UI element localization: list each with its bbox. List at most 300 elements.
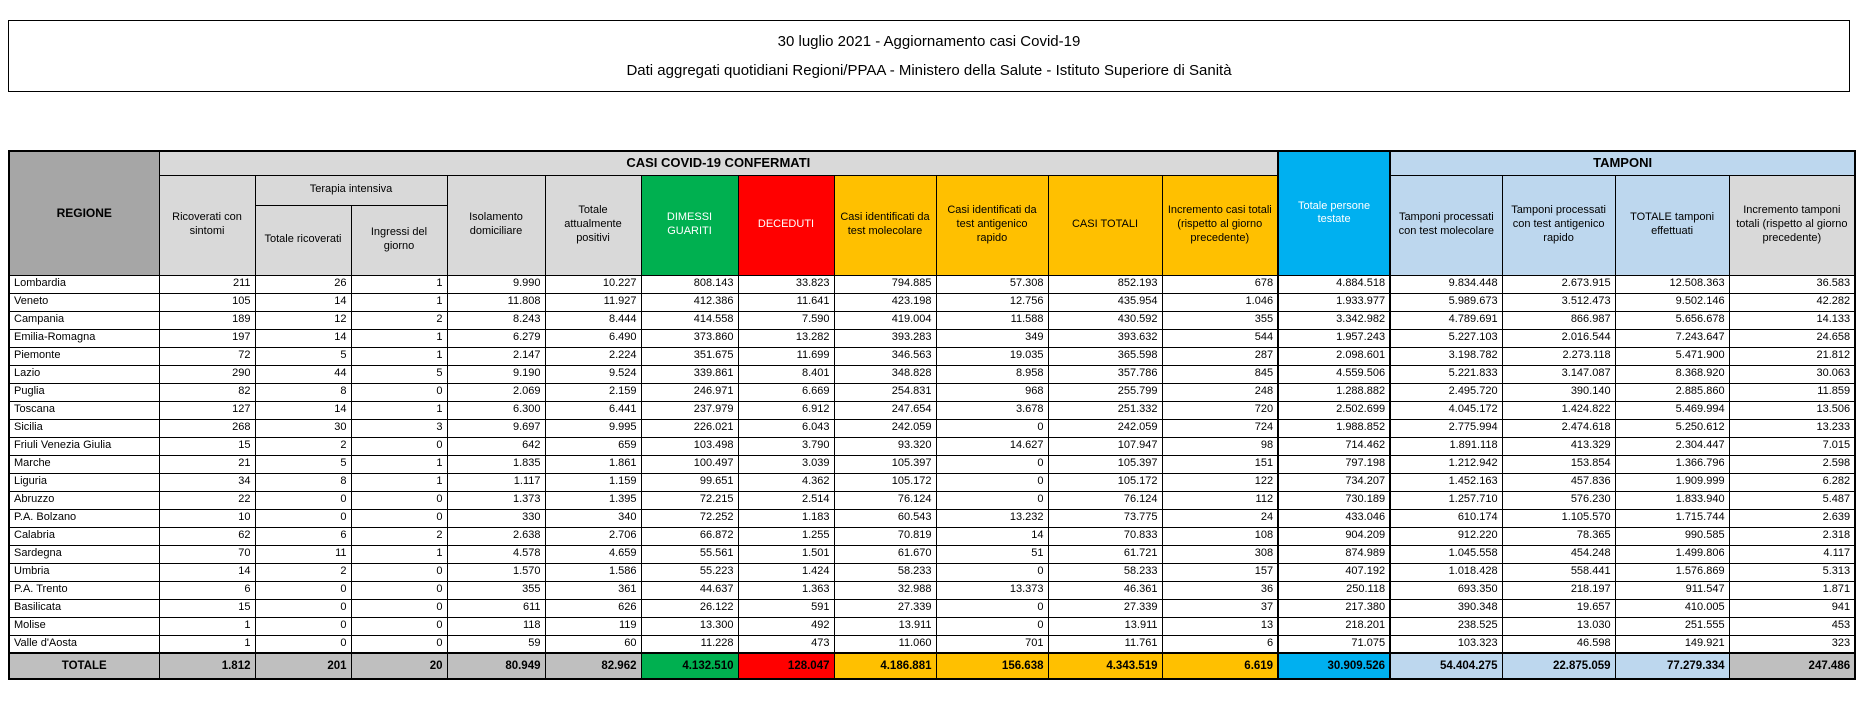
cell-casi-test-molecolare: 70.819 (834, 527, 936, 545)
cell-casi-test-antigenico: 0 (936, 419, 1048, 437)
cell-totale-tamponi-effettuati: 1.909.999 (1615, 473, 1729, 491)
cell-totale-persone-testate: 714.462 (1278, 437, 1390, 455)
cell-dimessi-guariti: 339.861 (641, 365, 738, 383)
cell-tamponi-test-antigenico: 46.598 (1502, 635, 1615, 653)
cell-ingressi-del-giorno: 0 (351, 437, 447, 455)
cell-ricoverati-con-sintomi: 15 (159, 437, 255, 455)
region-name: P.A. Bolzano (9, 509, 159, 527)
cell-totale-tamponi-effettuati: 1.833.940 (1615, 491, 1729, 509)
cell-totale-persone-testate: 250.118 (1278, 581, 1390, 599)
cell-ricoverati-con-sintomi: 21 (159, 455, 255, 473)
cell-casi-test-antigenico: 349 (936, 329, 1048, 347)
cell-deceduti: 3.790 (738, 437, 834, 455)
cell-incremento-casi-totali: 151 (1162, 455, 1278, 473)
cell-ricoverati-con-sintomi: 70 (159, 545, 255, 563)
cell-ingressi-del-giorno: 0 (351, 581, 447, 599)
cell-casi-totali: 73.775 (1048, 509, 1162, 527)
cell-casi-totali: 251.332 (1048, 401, 1162, 419)
cell-deceduti: 1.501 (738, 545, 834, 563)
cell-deceduti: 13.282 (738, 329, 834, 347)
column-header-casi-test-antigenico: Casi identificati da test antigenico rapido (936, 175, 1048, 275)
cell-incremento-casi-totali: 1.046 (1162, 293, 1278, 311)
cell-deceduti: 8.401 (738, 365, 834, 383)
cell-totale-persone-testate: 433.046 (1278, 509, 1390, 527)
cell-incremento-tamponi-totali: 5.313 (1729, 563, 1855, 581)
cell-tamponi-test-antigenico: 558.441 (1502, 563, 1615, 581)
cell-casi-totali: 393.632 (1048, 329, 1162, 347)
table-row (9, 365, 1855, 383)
cell-tamponi-test-molecolare: 5.227.103 (1390, 329, 1502, 347)
cell-ingressi-del-giorno: 0 (351, 563, 447, 581)
cell-casi-test-molecolare: 13.911 (834, 617, 936, 635)
cell-totale-ricoverati: 11 (255, 545, 351, 563)
column-header-incremento-casi-totali: Incremento casi totali (rispetto al giorno precedente) (1162, 175, 1278, 275)
total-cell-casi-test-antigenico: 156.638 (936, 653, 1048, 679)
column-header-regione: REGIONE (9, 151, 159, 275)
cell-isolamento-domiciliare: 6.279 (447, 329, 545, 347)
cell-casi-test-antigenico: 57.308 (936, 275, 1048, 293)
cell-tamponi-test-molecolare: 1.212.942 (1390, 455, 1502, 473)
cell-totale-persone-testate: 1.933.977 (1278, 293, 1390, 311)
cell-casi-totali: 76.124 (1048, 491, 1162, 509)
cell-isolamento-domiciliare: 1.835 (447, 455, 545, 473)
cell-incremento-casi-totali: 720 (1162, 401, 1278, 419)
covid-data-table-wrapper (8, 150, 1855, 680)
cell-totale-attualmente-positivi: 2.706 (545, 527, 641, 545)
cell-totale-ricoverati: 5 (255, 455, 351, 473)
cell-casi-totali: 13.911 (1048, 617, 1162, 635)
cell-totale-attualmente-positivi: 119 (545, 617, 641, 635)
cell-ingressi-del-giorno: 0 (351, 635, 447, 653)
cell-casi-totali: 357.786 (1048, 365, 1162, 383)
region-name: P.A. Trento (9, 581, 159, 599)
table-row (9, 509, 1855, 527)
cell-totale-tamponi-effettuati: 1.715.744 (1615, 509, 1729, 527)
cell-ricoverati-con-sintomi: 127 (159, 401, 255, 419)
cell-tamponi-test-molecolare: 610.174 (1390, 509, 1502, 527)
total-cell-tamponi-test-molecolare: 54.404.275 (1390, 653, 1502, 679)
cell-incremento-tamponi-totali: 2.318 (1729, 527, 1855, 545)
cell-deceduti: 3.039 (738, 455, 834, 473)
table-row (9, 473, 1855, 491)
cell-casi-test-molecolare: 93.320 (834, 437, 936, 455)
column-header-isolamento-domiciliare: Isolamento domiciliare (447, 175, 545, 275)
cell-casi-test-molecolare: 247.654 (834, 401, 936, 419)
table-row (9, 419, 1855, 437)
cell-ingressi-del-giorno: 1 (351, 455, 447, 473)
cell-casi-test-molecolare: 105.397 (834, 455, 936, 473)
cell-tamponi-test-molecolare: 2.775.994 (1390, 419, 1502, 437)
cell-totale-ricoverati: 0 (255, 491, 351, 509)
cell-deceduti: 11.641 (738, 293, 834, 311)
cell-dimessi-guariti: 44.637 (641, 581, 738, 599)
region-name: Lombardia (9, 275, 159, 293)
cell-incremento-tamponi-totali: 323 (1729, 635, 1855, 653)
cell-ingressi-del-giorno: 2 (351, 311, 447, 329)
cell-totale-ricoverati: 0 (255, 617, 351, 635)
cell-ingressi-del-giorno: 0 (351, 599, 447, 617)
cell-ricoverati-con-sintomi: 82 (159, 383, 255, 401)
region-name: Calabria (9, 527, 159, 545)
cell-dimessi-guariti: 26.122 (641, 599, 738, 617)
cell-totale-persone-testate: 730.189 (1278, 491, 1390, 509)
cell-totale-ricoverati: 8 (255, 383, 351, 401)
cell-isolamento-domiciliare: 1.373 (447, 491, 545, 509)
cell-totale-persone-testate: 1.288.882 (1278, 383, 1390, 401)
total-cell-isolamento-domiciliare: 80.949 (447, 653, 545, 679)
cell-totale-persone-testate: 407.192 (1278, 563, 1390, 581)
region-name: Toscana (9, 401, 159, 419)
cell-incremento-casi-totali: 122 (1162, 473, 1278, 491)
region-name: Lazio (9, 365, 159, 383)
column-header-deceduti: DECEDUTI (738, 175, 834, 275)
table-row (9, 455, 1855, 473)
cell-tamponi-test-molecolare: 4.789.691 (1390, 311, 1502, 329)
table-row (9, 383, 1855, 401)
cell-dimessi-guariti: 100.497 (641, 455, 738, 473)
total-cell-ricoverati-con-sintomi: 1.812 (159, 653, 255, 679)
cell-deceduti: 591 (738, 599, 834, 617)
cell-totale-attualmente-positivi: 6.441 (545, 401, 641, 419)
cell-totale-attualmente-positivi: 659 (545, 437, 641, 455)
cell-ricoverati-con-sintomi: 105 (159, 293, 255, 311)
cell-casi-test-antigenico: 51 (936, 545, 1048, 563)
cell-ricoverati-con-sintomi: 1 (159, 635, 255, 653)
cell-deceduti: 4.362 (738, 473, 834, 491)
cell-tamponi-test-molecolare: 9.834.448 (1390, 275, 1502, 293)
cell-casi-totali: 430.592 (1048, 311, 1162, 329)
total-cell-casi-test-molecolare: 4.186.881 (834, 653, 936, 679)
cell-incremento-tamponi-totali: 42.282 (1729, 293, 1855, 311)
cell-incremento-tamponi-totali: 14.133 (1729, 311, 1855, 329)
region-name: Sicilia (9, 419, 159, 437)
cell-isolamento-domiciliare: 118 (447, 617, 545, 635)
cell-ingressi-del-giorno: 1 (351, 275, 447, 293)
cell-totale-tamponi-effettuati: 149.921 (1615, 635, 1729, 653)
total-cell-ingressi-del-giorno: 20 (351, 653, 447, 679)
table-row (9, 617, 1855, 635)
cell-incremento-casi-totali: 845 (1162, 365, 1278, 383)
cell-totale-ricoverati: 2 (255, 563, 351, 581)
cell-ingressi-del-giorno: 2 (351, 527, 447, 545)
cell-totale-ricoverati: 44 (255, 365, 351, 383)
cell-tamponi-test-molecolare: 5.989.673 (1390, 293, 1502, 311)
region-name: Veneto (9, 293, 159, 311)
cell-casi-test-molecolare: 393.283 (834, 329, 936, 347)
cell-ricoverati-con-sintomi: 72 (159, 347, 255, 365)
cell-totale-attualmente-positivi: 10.227 (545, 275, 641, 293)
column-header-terapia-intensiva: Terapia intensiva (255, 175, 447, 205)
cell-tamponi-test-molecolare: 912.220 (1390, 527, 1502, 545)
cell-dimessi-guariti: 414.558 (641, 311, 738, 329)
cell-incremento-tamponi-totali: 2.598 (1729, 455, 1855, 473)
cell-casi-totali: 46.361 (1048, 581, 1162, 599)
region-name: Sardegna (9, 545, 159, 563)
cell-incremento-tamponi-totali: 11.859 (1729, 383, 1855, 401)
cell-deceduti: 1.424 (738, 563, 834, 581)
cell-ricoverati-con-sintomi: 34 (159, 473, 255, 491)
cell-tamponi-test-antigenico: 413.329 (1502, 437, 1615, 455)
cell-casi-totali: 107.947 (1048, 437, 1162, 455)
total-label: TOTALE (9, 653, 159, 679)
cell-incremento-tamponi-totali: 7.015 (1729, 437, 1855, 455)
cell-incremento-casi-totali: 544 (1162, 329, 1278, 347)
cell-incremento-casi-totali: 6 (1162, 635, 1278, 653)
cell-totale-ricoverati: 5 (255, 347, 351, 365)
column-header-incremento-tamponi: Incremento tamponi totali (rispetto al giorno precedente) (1729, 175, 1855, 275)
cell-ricoverati-con-sintomi: 189 (159, 311, 255, 329)
cell-isolamento-domiciliare: 8.243 (447, 311, 545, 329)
region-name: Basilicata (9, 599, 159, 617)
cell-casi-totali: 27.339 (1048, 599, 1162, 617)
cell-tamponi-test-molecolare: 238.525 (1390, 617, 1502, 635)
table-row (9, 275, 1855, 293)
cell-tamponi-test-molecolare: 1.045.558 (1390, 545, 1502, 563)
cell-tamponi-test-antigenico: 13.030 (1502, 617, 1615, 635)
cell-dimessi-guariti: 808.143 (641, 275, 738, 293)
region-name: Campania (9, 311, 159, 329)
region-name: Umbria (9, 563, 159, 581)
cell-casi-totali: 242.059 (1048, 419, 1162, 437)
cell-incremento-tamponi-totali: 36.583 (1729, 275, 1855, 293)
cell-totale-attualmente-positivi: 1.159 (545, 473, 641, 491)
column-header-casi-test-molecolare: Casi identificati da test molecolare (834, 175, 936, 275)
cell-deceduti: 6.669 (738, 383, 834, 401)
cell-ingressi-del-giorno: 1 (351, 329, 447, 347)
cell-totale-attualmente-positivi: 11.927 (545, 293, 641, 311)
cell-totale-persone-testate: 904.209 (1278, 527, 1390, 545)
cell-dimessi-guariti: 72.215 (641, 491, 738, 509)
report-date-title: 30 luglio 2021 - Aggiornamento casi Covid-19 (777, 33, 1081, 50)
cell-tamponi-test-antigenico: 2.673.915 (1502, 275, 1615, 293)
column-header-tamponi-test-antigenico: Tamponi processati con test antigenico rapido (1502, 175, 1615, 275)
cell-casi-totali: 58.233 (1048, 563, 1162, 581)
cell-dimessi-guariti: 226.021 (641, 419, 738, 437)
cell-tamponi-test-molecolare: 5.221.833 (1390, 365, 1502, 383)
cell-totale-ricoverati: 14 (255, 401, 351, 419)
cell-ricoverati-con-sintomi: 211 (159, 275, 255, 293)
total-cell-totale-tamponi-effettuati: 77.279.334 (1615, 653, 1729, 679)
cell-totale-persone-testate: 734.207 (1278, 473, 1390, 491)
column-header-dimessi-guariti: DIMESSI GUARITI (641, 175, 738, 275)
cell-totale-tamponi-effettuati: 7.243.647 (1615, 329, 1729, 347)
cell-ricoverati-con-sintomi: 290 (159, 365, 255, 383)
cell-totale-attualmente-positivi: 9.524 (545, 365, 641, 383)
cell-totale-attualmente-positivi: 4.659 (545, 545, 641, 563)
column-header-ingressi-del-giorno: Ingressi del giorno (351, 205, 447, 275)
cell-casi-test-antigenico: 0 (936, 617, 1048, 635)
cell-deceduti: 492 (738, 617, 834, 635)
cell-ingressi-del-giorno: 0 (351, 491, 447, 509)
cell-totale-tamponi-effettuati: 5.469.994 (1615, 401, 1729, 419)
cell-casi-test-antigenico: 701 (936, 635, 1048, 653)
region-name: Friuli Venezia Giulia (9, 437, 159, 455)
cell-isolamento-domiciliare: 9.190 (447, 365, 545, 383)
cell-casi-totali: 852.193 (1048, 275, 1162, 293)
column-header-tamponi-test-molecolare: Tamponi processati con test molecolare (1390, 175, 1502, 275)
cell-deceduti: 1.255 (738, 527, 834, 545)
cell-totale-ricoverati: 6 (255, 527, 351, 545)
cell-incremento-tamponi-totali: 30.063 (1729, 365, 1855, 383)
cell-casi-totali: 255.799 (1048, 383, 1162, 401)
cell-dimessi-guariti: 72.252 (641, 509, 738, 527)
cell-casi-test-antigenico: 0 (936, 473, 1048, 491)
table-row (9, 527, 1855, 545)
cell-deceduti: 33.823 (738, 275, 834, 293)
cell-tamponi-test-antigenico: 2.474.618 (1502, 419, 1615, 437)
cell-isolamento-domiciliare: 642 (447, 437, 545, 455)
cell-totale-tamponi-effettuati: 9.502.146 (1615, 293, 1729, 311)
cell-totale-ricoverati: 8 (255, 473, 351, 491)
cell-tamponi-test-molecolare: 1.018.428 (1390, 563, 1502, 581)
cell-tamponi-test-molecolare: 1.452.163 (1390, 473, 1502, 491)
column-header-casi-totali: CASI TOTALI (1048, 175, 1162, 275)
cell-tamponi-test-antigenico: 454.248 (1502, 545, 1615, 563)
cell-totale-persone-testate: 2.502.699 (1278, 401, 1390, 419)
total-cell-totale-attualmente-positivi: 82.962 (545, 653, 641, 679)
cell-incremento-casi-totali: 287 (1162, 347, 1278, 365)
cell-ingressi-del-giorno: 1 (351, 473, 447, 491)
cell-deceduti: 473 (738, 635, 834, 653)
title-box (8, 20, 1850, 92)
cell-ingressi-del-giorno: 1 (351, 545, 447, 563)
cell-dimessi-guariti: 55.223 (641, 563, 738, 581)
cell-casi-test-antigenico: 19.035 (936, 347, 1048, 365)
region-name: Molise (9, 617, 159, 635)
cell-incremento-tamponi-totali: 13.233 (1729, 419, 1855, 437)
cell-dimessi-guariti: 246.971 (641, 383, 738, 401)
cell-totale-tamponi-effettuati: 1.576.869 (1615, 563, 1729, 581)
cell-totale-attualmente-positivi: 2.159 (545, 383, 641, 401)
cell-totale-persone-testate: 4.559.506 (1278, 365, 1390, 383)
cell-totale-tamponi-effettuati: 2.304.447 (1615, 437, 1729, 455)
cell-incremento-casi-totali: 98 (1162, 437, 1278, 455)
cell-incremento-casi-totali: 37 (1162, 599, 1278, 617)
region-name: Liguria (9, 473, 159, 491)
cell-totale-ricoverati: 30 (255, 419, 351, 437)
total-cell-deceduti: 128.047 (738, 653, 834, 679)
cell-totale-attualmente-positivi: 340 (545, 509, 641, 527)
cell-tamponi-test-antigenico: 3.512.473 (1502, 293, 1615, 311)
cell-totale-attualmente-positivi: 1.586 (545, 563, 641, 581)
cell-tamponi-test-antigenico: 218.197 (1502, 581, 1615, 599)
cell-incremento-tamponi-totali: 24.658 (1729, 329, 1855, 347)
cell-dimessi-guariti: 66.872 (641, 527, 738, 545)
table-row (9, 401, 1855, 419)
cell-totale-attualmente-positivi: 1.861 (545, 455, 641, 473)
cell-deceduti: 6.912 (738, 401, 834, 419)
cell-tamponi-test-molecolare: 103.323 (1390, 635, 1502, 653)
cell-casi-test-molecolare: 76.124 (834, 491, 936, 509)
cell-incremento-casi-totali: 248 (1162, 383, 1278, 401)
cell-incremento-tamponi-totali: 1.871 (1729, 581, 1855, 599)
cell-isolamento-domiciliare: 6.300 (447, 401, 545, 419)
table-row (9, 347, 1855, 365)
cell-dimessi-guariti: 373.860 (641, 329, 738, 347)
cell-incremento-casi-totali: 355 (1162, 311, 1278, 329)
cell-tamponi-test-antigenico: 78.365 (1502, 527, 1615, 545)
cell-isolamento-domiciliare: 611 (447, 599, 545, 617)
cell-casi-totali: 105.397 (1048, 455, 1162, 473)
cell-isolamento-domiciliare: 11.808 (447, 293, 545, 311)
cell-casi-test-antigenico: 13.232 (936, 509, 1048, 527)
cell-deceduti: 11.699 (738, 347, 834, 365)
cell-tamponi-test-antigenico: 153.854 (1502, 455, 1615, 473)
cell-totale-tamponi-effettuati: 1.499.806 (1615, 545, 1729, 563)
cell-ingressi-del-giorno: 5 (351, 365, 447, 383)
table-row (9, 545, 1855, 563)
cell-tamponi-test-antigenico: 19.657 (1502, 599, 1615, 617)
cell-casi-test-molecolare: 794.885 (834, 275, 936, 293)
cell-tamponi-test-antigenico: 576.230 (1502, 491, 1615, 509)
cell-casi-totali: 105.172 (1048, 473, 1162, 491)
cell-totale-attualmente-positivi: 8.444 (545, 311, 641, 329)
cell-ricoverati-con-sintomi: 15 (159, 599, 255, 617)
cell-ricoverati-con-sintomi: 14 (159, 563, 255, 581)
cell-isolamento-domiciliare: 9.990 (447, 275, 545, 293)
cell-isolamento-domiciliare: 1.570 (447, 563, 545, 581)
cell-totale-persone-testate: 1.957.243 (1278, 329, 1390, 347)
cell-casi-test-antigenico: 14.627 (936, 437, 1048, 455)
cell-incremento-casi-totali: 678 (1162, 275, 1278, 293)
cell-casi-totali: 365.598 (1048, 347, 1162, 365)
cell-casi-test-molecolare: 105.172 (834, 473, 936, 491)
cell-incremento-tamponi-totali: 13.506 (1729, 401, 1855, 419)
total-cell-casi-totali: 4.343.519 (1048, 653, 1162, 679)
cell-tamponi-test-molecolare: 1.257.710 (1390, 491, 1502, 509)
cell-dimessi-guariti: 13.300 (641, 617, 738, 635)
cell-casi-test-antigenico: 0 (936, 599, 1048, 617)
cell-totale-attualmente-positivi: 60 (545, 635, 641, 653)
cell-casi-totali: 11.761 (1048, 635, 1162, 653)
cell-incremento-tamponi-totali: 941 (1729, 599, 1855, 617)
cell-totale-attualmente-positivi: 6.490 (545, 329, 641, 347)
cell-totale-tamponi-effettuati: 2.885.860 (1615, 383, 1729, 401)
cell-tamponi-test-antigenico: 2.016.544 (1502, 329, 1615, 347)
cell-ingressi-del-giorno: 0 (351, 509, 447, 527)
report-subtitle: Dati aggregati quotidiani Regioni/PPAA - Ministero della Salute - Istituto Superiore di Sanità (626, 62, 1232, 79)
cell-dimessi-guariti: 55.561 (641, 545, 738, 563)
cell-totale-ricoverati: 26 (255, 275, 351, 293)
cell-totale-ricoverati: 12 (255, 311, 351, 329)
table-row (9, 329, 1855, 347)
cell-casi-test-antigenico: 3.678 (936, 401, 1048, 419)
column-header-totale-persone-testate: Totale persone testate (1278, 151, 1390, 275)
cell-deceduti: 1.363 (738, 581, 834, 599)
cell-tamponi-test-antigenico: 390.140 (1502, 383, 1615, 401)
cell-ricoverati-con-sintomi: 22 (159, 491, 255, 509)
cell-casi-test-antigenico: 13.373 (936, 581, 1048, 599)
cell-casi-test-molecolare: 58.233 (834, 563, 936, 581)
total-cell-incremento-casi-totali: 6.619 (1162, 653, 1278, 679)
cell-incremento-casi-totali: 157 (1162, 563, 1278, 581)
cell-totale-persone-testate: 71.075 (1278, 635, 1390, 653)
cell-incremento-casi-totali: 724 (1162, 419, 1278, 437)
total-cell-incremento-tamponi-totali: 247.486 (1729, 653, 1855, 679)
cell-ricoverati-con-sintomi: 62 (159, 527, 255, 545)
cell-tamponi-test-molecolare: 390.348 (1390, 599, 1502, 617)
cell-deceduti: 1.183 (738, 509, 834, 527)
cell-totale-tamponi-effettuati: 12.508.363 (1615, 275, 1729, 293)
cell-totale-attualmente-positivi: 2.224 (545, 347, 641, 365)
total-cell-dimessi-guariti: 4.132.510 (641, 653, 738, 679)
cell-ricoverati-con-sintomi: 197 (159, 329, 255, 347)
cell-isolamento-domiciliare: 59 (447, 635, 545, 653)
cell-isolamento-domiciliare: 1.117 (447, 473, 545, 491)
cell-casi-test-antigenico: 968 (936, 383, 1048, 401)
cell-casi-totali: 70.833 (1048, 527, 1162, 545)
table-row (9, 581, 1855, 599)
